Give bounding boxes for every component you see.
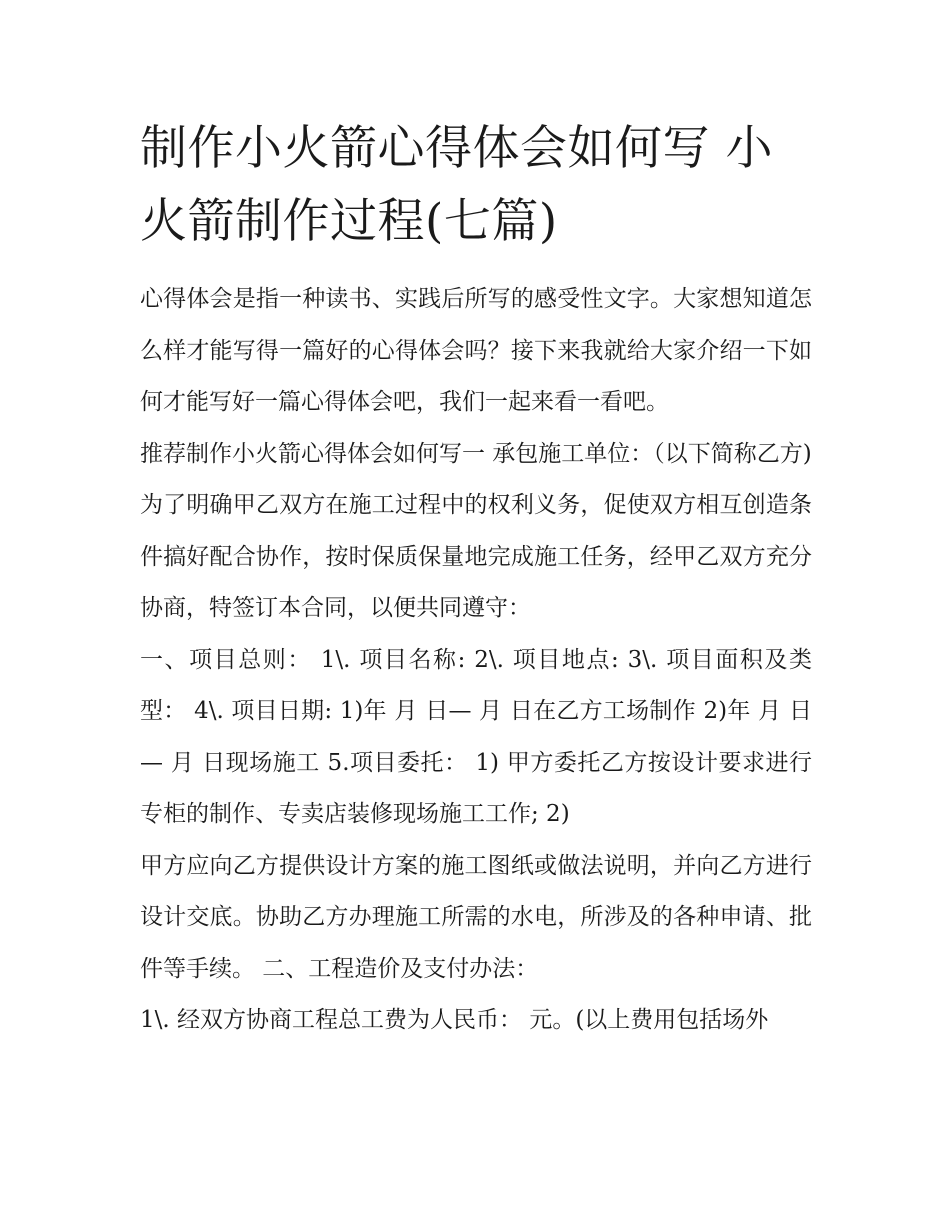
paragraph-cost: 1\. 经双方协商工程总工费为人民币： 元。(以上费用包括场外 xyxy=(140,1007,769,1033)
paragraph-party-a-duties: 甲方应向乙方提供设计方案的施工图纸或做法说明，并向乙方进行设计交底。协助乙方办理施工所需的水电，所涉及的各种申请、批件等手续。 二、工程造价及支付办法： xyxy=(140,852,812,982)
paragraph-purpose: 为了明确甲乙双方在施工过程中的权利义务，促使双方相互创造条件搞好配合协作，按时保质保量地完成施工任务，经甲乙双方充分协商，特签订本合同，以便共同遵守： xyxy=(140,492,812,621)
document-page xyxy=(140,112,812,1047)
paragraph-recommendation: 推荐制作小火箭心得体会如何写一 承包施工单位：（以下简称乙方) xyxy=(140,440,812,467)
document-body xyxy=(140,274,812,1047)
paragraph-intro: 心得体会是指一种读书、实践后所写的感受性文字。大家想知道怎么样才能写得一篇好的心得体会吗？接下来我就给大家介绍一下如何才能写好一篇心得体会吧，我们一起来看一看吧。 xyxy=(140,286,812,415)
document-title: 制作小火箭心得体会如何写 小火箭制作过程(七篇) xyxy=(140,121,773,249)
paragraph-project-general: 一、项目总则： 1\. 项目名称: 2\. 项目地点: 3\. 项目面积及类型： 4\. 项目日期: 1)年 月 日— 月 日在乙方工场制作 2)年 月 日— 月 日现场施工 5.项目委托： 1) 甲方委托乙方按设计要求进行专柜的制作、专卖店装修现场施工工作; 2) xyxy=(140,646,812,827)
